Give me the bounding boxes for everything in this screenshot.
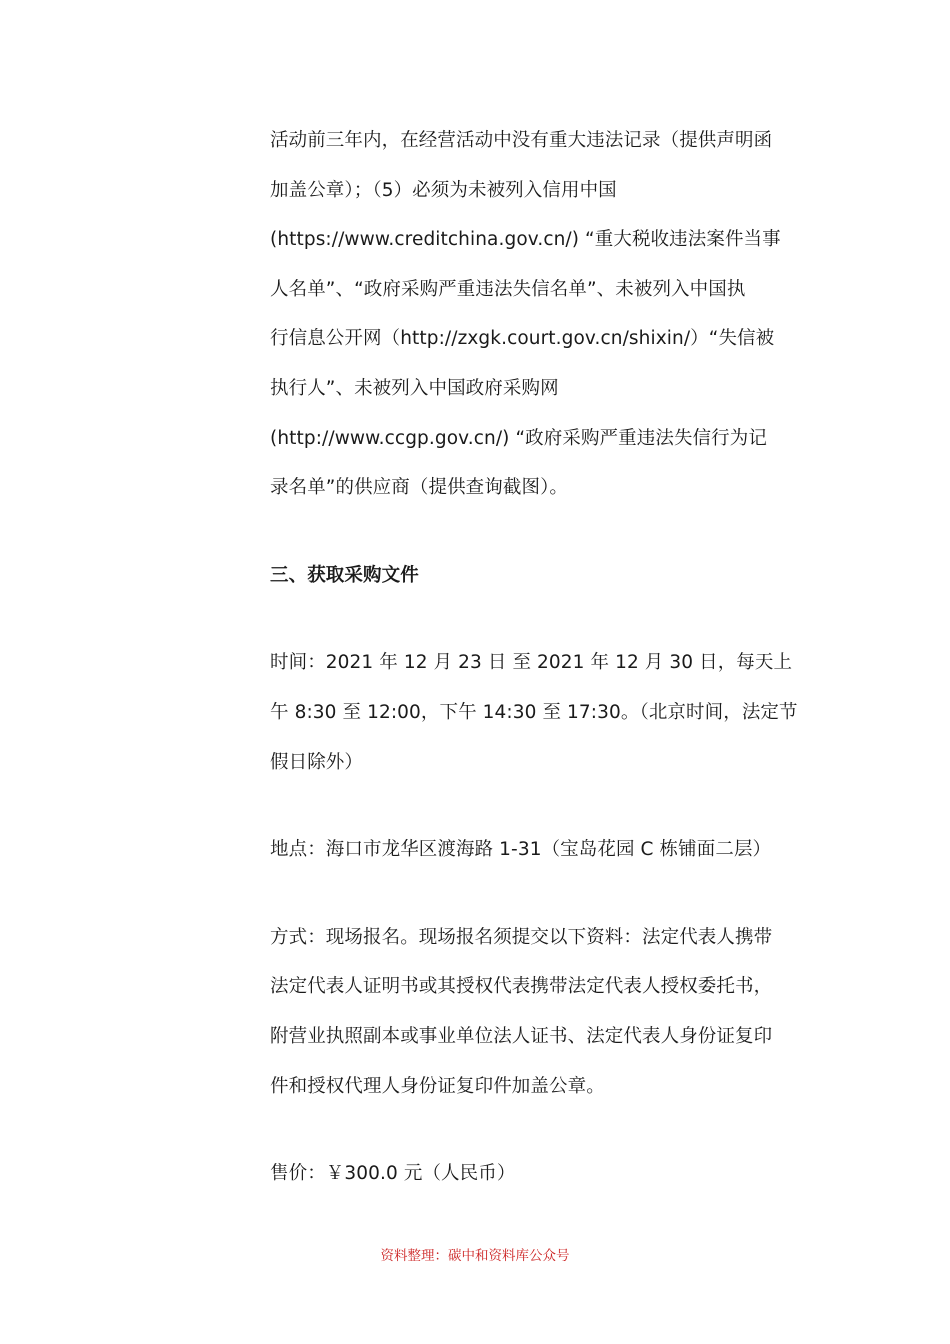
paragraph-line: 方式：现场报名。现场报名须提交以下资料：法定代表人携带 — [270, 926, 773, 948]
document-body — [270, 116, 798, 1199]
spacer — [270, 787, 790, 825]
paragraph-line: 午 8:30 至 12:00，下午 14:30 至 17:30。（北京时间，法定节 — [270, 701, 798, 723]
paragraph-line: 人名单”、“政府采购严重违法失信名单”、未被列入中国执 — [270, 278, 746, 300]
paragraph-line: 录名单”的供应商（提供查询截图）。 — [270, 477, 569, 499]
paragraph-line: 法定代表人证明书或其授权代表携带法定代表人授权委托书， — [270, 976, 773, 998]
paragraph-line: 执行人”、未被列入中国政府采购网 — [270, 377, 559, 399]
spacer — [270, 1111, 790, 1149]
paragraph-line: 地点：海口市龙华区渡海路 1-31（宝岛花园 C 栋铺面二层） — [270, 839, 772, 861]
paragraph-line: (https://www.creditchina.gov.cn/) “重大税收违法案件当事 — [270, 229, 781, 251]
paragraph-line: (http://www.ccgp.gov.cn/) “政府采购严重违法失信行为记 — [270, 427, 767, 449]
paragraph-line: 售价：￥300.0 元（人民币） — [270, 1163, 516, 1185]
paragraph-line: 行信息公开网（http://zxgk.court.gov.cn/shixin/）“失信被 — [270, 328, 775, 350]
paragraph-line: 件和授权代理人身份证复印件加盖公章。 — [270, 1075, 605, 1097]
paragraph-line: 附营业执照副本或事业单位法人证书、法定代表人身份证复印 — [270, 1025, 773, 1047]
spacer — [270, 600, 790, 638]
method-paragraph — [270, 913, 790, 1111]
paragraph-line: 时间：2021 年 12 月 23 日 至 2021 年 12 月 30 日，每天上 — [270, 652, 793, 674]
section-heading: 三、获取采购文件 — [270, 564, 419, 586]
requirements-paragraph — [270, 116, 790, 513]
paragraph-line: 活动前三年内，在经营活动中没有重大违法记录（提供声明函 — [270, 130, 773, 151]
price-paragraph — [270, 1149, 790, 1199]
spacer — [270, 875, 790, 913]
paragraph-line: 加盖公章）；（5）必须为未被列入信用中国 — [270, 179, 617, 201]
spacer — [270, 513, 790, 551]
page-footer: 资料整理：碳中和资料库公众号 — [380, 1248, 570, 1264]
location-paragraph — [270, 825, 790, 875]
time-paragraph — [270, 638, 798, 787]
paragraph-line: 假日除外） — [270, 751, 364, 773]
